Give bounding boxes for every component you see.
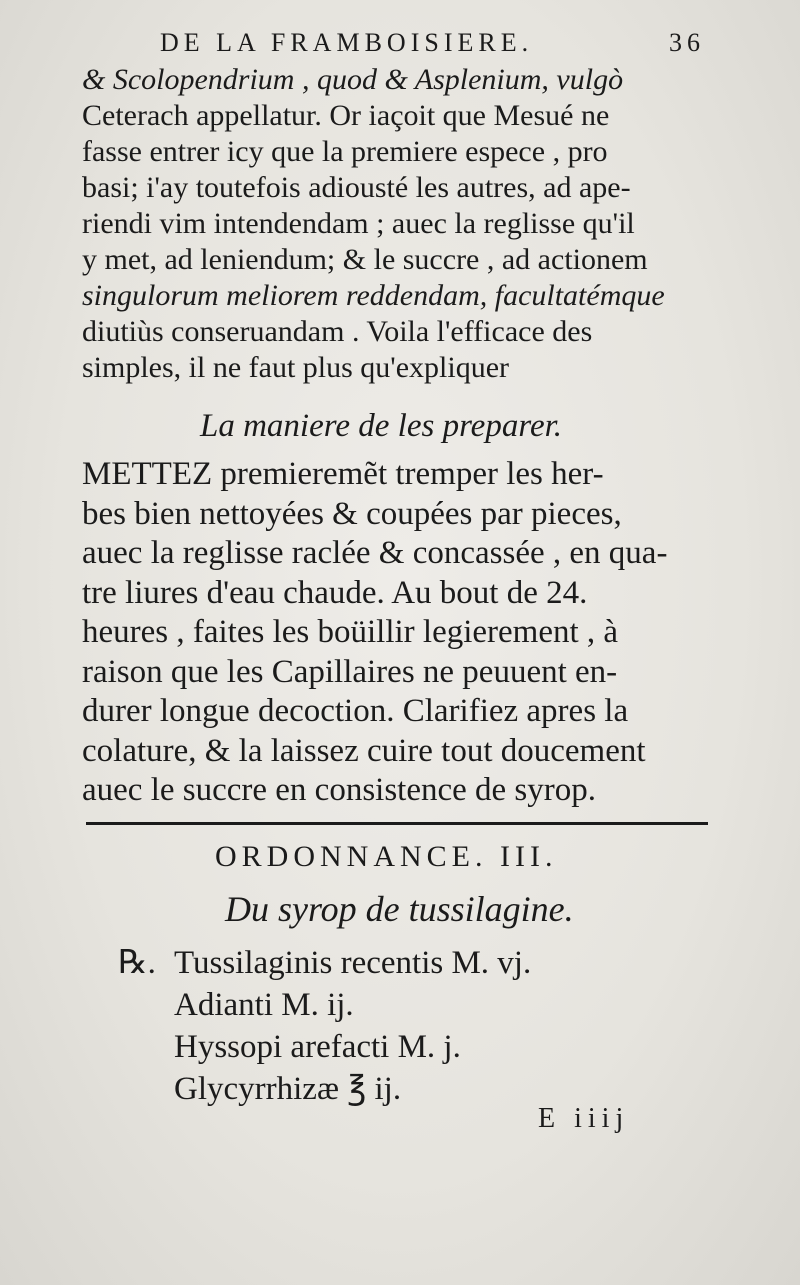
text-line: basi; i'ay toutefois adiousté les autres, ad ape-	[82, 171, 631, 204]
text-line: y met, ad leniendum; & le succre , ad actionem	[82, 243, 648, 276]
text-line: singulorum meliorem reddendam, facultatémque	[82, 279, 665, 312]
ordonnance-heading: ORDONNANCE. III.	[215, 840, 558, 873]
text-line: auec le succre en consistence de syrop.	[82, 772, 597, 808]
recipe-item	[118, 1026, 531, 1068]
ingredient: Tussilaginis recentis M. vj.	[174, 945, 532, 981]
text-line: colature, & la laissez cuire tout doucement	[82, 732, 646, 769]
ingredient: Hyssopi arefacti M. j.	[174, 1029, 461, 1065]
text-line: durer longue decoction. Clarifiez apres la	[82, 693, 629, 729]
ingredient: Glycyrrhizæ ℥ ij.	[174, 1071, 402, 1107]
text-line: & Scolopendrium , quod & Asplenium, vulgò	[82, 63, 624, 96]
recipe-item	[118, 984, 531, 1026]
section-divider	[86, 822, 708, 825]
ingredient: Adianti M. ij.	[174, 987, 354, 1023]
text-line: riendi vim intendendam ; auec la reglisse qu'il	[82, 207, 635, 240]
text-line: raison que les Capillaires ne peuuent en-	[82, 653, 618, 690]
page-number: 36	[669, 28, 705, 57]
text-line: fasse entrer icy que la premiere espece , pro	[82, 135, 608, 168]
paragraph-1	[82, 62, 712, 386]
recipe-item	[118, 1068, 531, 1110]
header-title: DE LA FRAMBOISIERE.	[160, 28, 534, 57]
text-line: auec la reglisse raclée & concassée , en qua-	[82, 535, 668, 571]
section-subheading: La maniere de les preparer.	[200, 408, 563, 444]
text-line: bes bien nettoyées & coupées par pieces,	[82, 495, 622, 532]
recipe-symbol: ℞.	[118, 945, 156, 981]
recipe-list	[118, 942, 531, 1110]
signature-mark: E iiij	[538, 1103, 630, 1134]
running-header	[160, 28, 705, 58]
text-line: diutiùs conseruandam . Voila l'efficace des	[82, 315, 593, 348]
text-line: simples, il ne faut plus qu'expliquer	[82, 351, 510, 384]
text-line: METTEZ premieremẽt tremper les her-	[82, 456, 604, 492]
recipe-item	[118, 942, 531, 984]
recipe-title: Du syrop de tussilagine.	[225, 889, 574, 929]
paragraph-2	[82, 455, 712, 811]
text-line: tre liures d'eau chaude. Au bout de 24.	[82, 574, 588, 611]
text-line: heures , faites les boüillir legierement , à	[82, 614, 619, 650]
text-line: Ceterach appellatur. Or iaçoit que Mesué ne	[82, 99, 610, 132]
